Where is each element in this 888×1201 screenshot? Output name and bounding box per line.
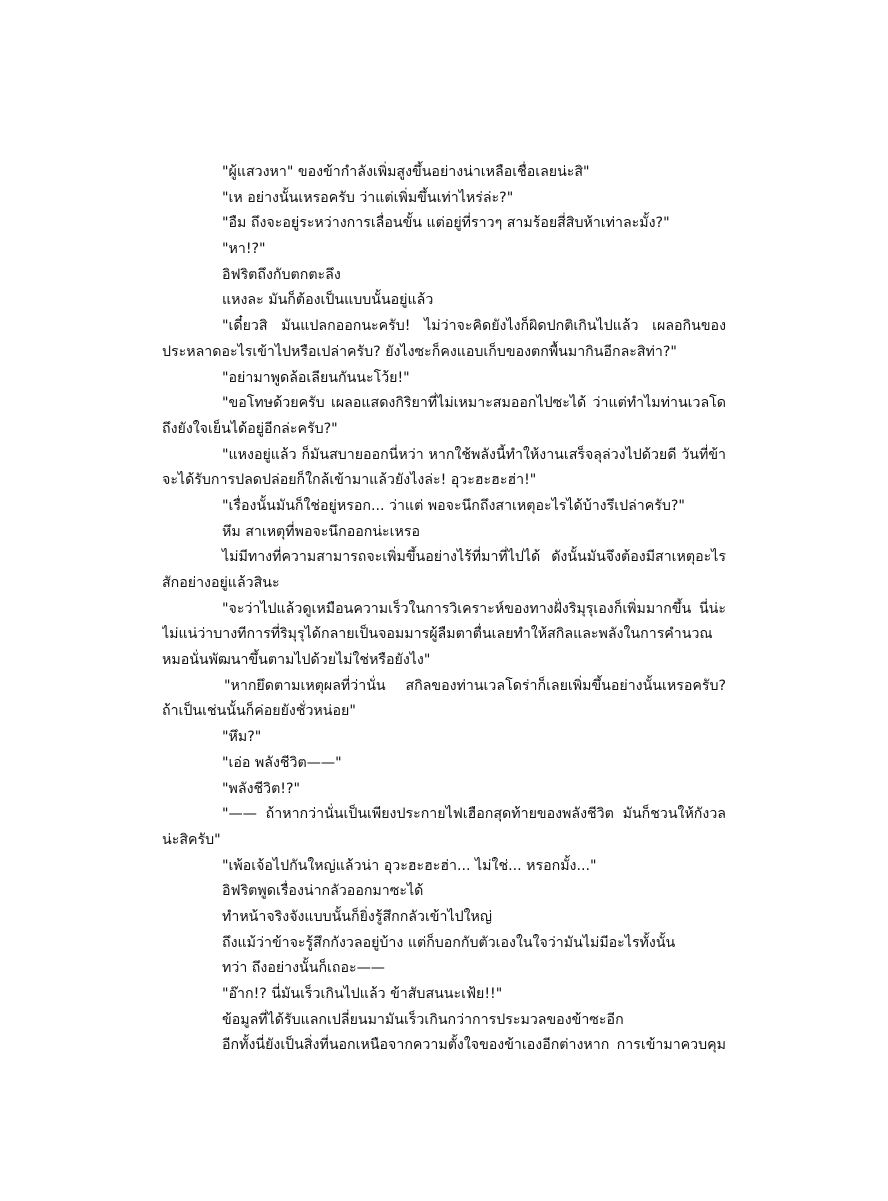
text-line: "แหงอยู่แล้ว ก็มันสบายออกนี่หว่า หากใช้พลังนี้ทำให้งานเสร็จลุล่วงไปด้วยดี วันที่ข้า — [222, 446, 726, 463]
text-line: แหงละ มันก็ต้องเป็นแบบนั้นอยู่แล้ว — [222, 292, 434, 309]
text-line: "—— ถ้าหากว่านั่นเป็นเพียงประกายไฟเฮือกสุดท้ายของพลังชีวิต มันก็ชวนให้กังวล — [222, 806, 726, 823]
text-line: "เห อย่างนั้นเหรอครับ ว่าแต่เพิ่มขึ้นเท่าไหร่ล่ะ?" — [222, 189, 514, 206]
text-line: ข้อมูลที่ได้รับแลกเปลี่ยนมามันเร็วเกินกว่าการประมวลของข้าซะอีก — [222, 1011, 624, 1028]
text-line: "อืม ถึงจะอยู่ระหว่างการเลื่อนขั้น แต่อยู่ที่ราวๆ สามร้อยสี่สิบห้าเท่าละมั้ง?" — [222, 215, 670, 232]
text-line: "อ๊าก!? นี่มันเร็วเกินไปแล้ว ข้าสับสนนะเฟ้ย!!" — [222, 986, 503, 1002]
text-line: "ขอโทษด้วยครับ เผลอแสดงกิริยาที่ไม่เหมาะสมออกไปซะได้ ว่าแต่ทำไมท่านเวลโด — [222, 395, 726, 412]
text-line: "หา!?" — [222, 241, 266, 258]
text-line: จะได้รับการปลดปล่อยก็ใกล้เข้ามาแล้วยังไงล่ะ! อุวะฮะฮะฮ่า!" — [162, 472, 537, 489]
text-line: อิฟริตถึงกับตกตะลึง — [222, 266, 341, 283]
text-line: "เดี๋ยวสิ มันแปลกออกนะครับ! ไม่ว่าจะคิดยังไงก็ผิดปกติเกินไปแล้ว เผลอกินของ — [222, 318, 726, 335]
text-line: ไม่แน่ว่าบางทีการที่ริมุรุได้กลายเป็นจอมมารผู้ลืมตาตื่นเลยทำให้สกิลและพลังในการคำนวณ — [162, 626, 713, 643]
text-line: "อย่ามาพูดล้อเลียนกันนะโว้ย!" — [222, 369, 410, 386]
text-line: "เอ่อ พลังชีวิต——" — [222, 754, 342, 771]
text-line: ประหลาดอะไรเข้าไปหรือเปล่าครับ? ยังไงซะก็คงแอบเก็บของตกพื้นมากินอีกละสิท่า?" — [162, 343, 677, 360]
text-line: "หึม?" — [222, 729, 262, 746]
text-line: หมอนั่นพัฒนาขึ้นตามไปด้วยไม่ใช่หรือยังไง" — [162, 652, 431, 669]
text-line: ถึงแม้ว่าข้าจะรู้สึกกังวลอยู่บ้าง แต่ก็บอกกับตัวเองในใจว่ามันไม่มีอะไรทั้งนั้น — [222, 934, 676, 951]
text-line: "เรื่องนั้นมันก็ใช่อยู่หรอก... ว่าแต่ พอจะนึกถึงสาเหตุอะไรได้บ้างรึเปล่าครับ?" — [222, 497, 685, 514]
text-line: "หากยึดตามเหตุผลที่ว่านั่น สกิลของท่านเวลโดร่าก็เลยเพิ่มขึ้นอย่างนั้นเหรอครับ? — [224, 677, 726, 694]
text-line: อีกทั้งนี่ยังเป็นสิ่งที่นอกเหนือจากความตั้งใจของข้าเองอีกต่างหาก การเข้ามาควบคุม — [222, 1037, 726, 1054]
text-line: ถ้าเป็นเช่นนั้นก็ค่อยยังชั่วหน่อย" — [162, 703, 356, 720]
text-line: ถึงยังใจเย็นได้อยู่อีกล่ะครับ?" — [162, 420, 338, 437]
text-line: "จะว่าไปแล้วดูเหมือนความเร็วในการวิเคราะห์ของทางฝั่งริมุรุเองก็เพิ่มมากขึ้น นี่น่ะ — [222, 600, 726, 617]
document-body — [162, 160, 726, 1059]
text-line: ทว่า ถึงอย่างนั้นก็เถอะ—— — [222, 960, 385, 977]
text-line: "เพ้อเจ้อไปกันใหญ่แล้วน่า อุวะฮะฮะฮ่า... ไม่ใช่... หรอกมั้ง..." — [222, 857, 597, 874]
text-line: น่ะสิครับ" — [162, 831, 221, 848]
text-line: หึม สาเหตุที่พอจะนึกออกน่ะเหรอ — [222, 523, 420, 540]
text-line: "ผู้แสวงหา" ของข้ากำลังเพิ่มสูงขึ้นอย่างน่าเหลือเชื่อเลยน่ะสิ" — [222, 164, 590, 180]
text-line: อิฟริตพูดเรื่องน่ากลัวออกมาซะได้ — [222, 883, 424, 900]
text-line: สักอย่างอยู่แล้วสินะ — [162, 575, 280, 591]
text-line: ไม่มีทางที่ความสามารถจะเพิ่มขึ้นอย่างไร้ที่มาที่ไปได้ ดังนั้นมันจึงต้องมีสาเหตุอะไร — [222, 549, 726, 566]
text-line: ทำหน้าจริงจังแบบนั้นก็ยิ่งรู้สึกกลัวเข้าไปใหญ่ — [222, 908, 492, 925]
text-line: "พลังชีวิต!?" — [222, 780, 301, 797]
